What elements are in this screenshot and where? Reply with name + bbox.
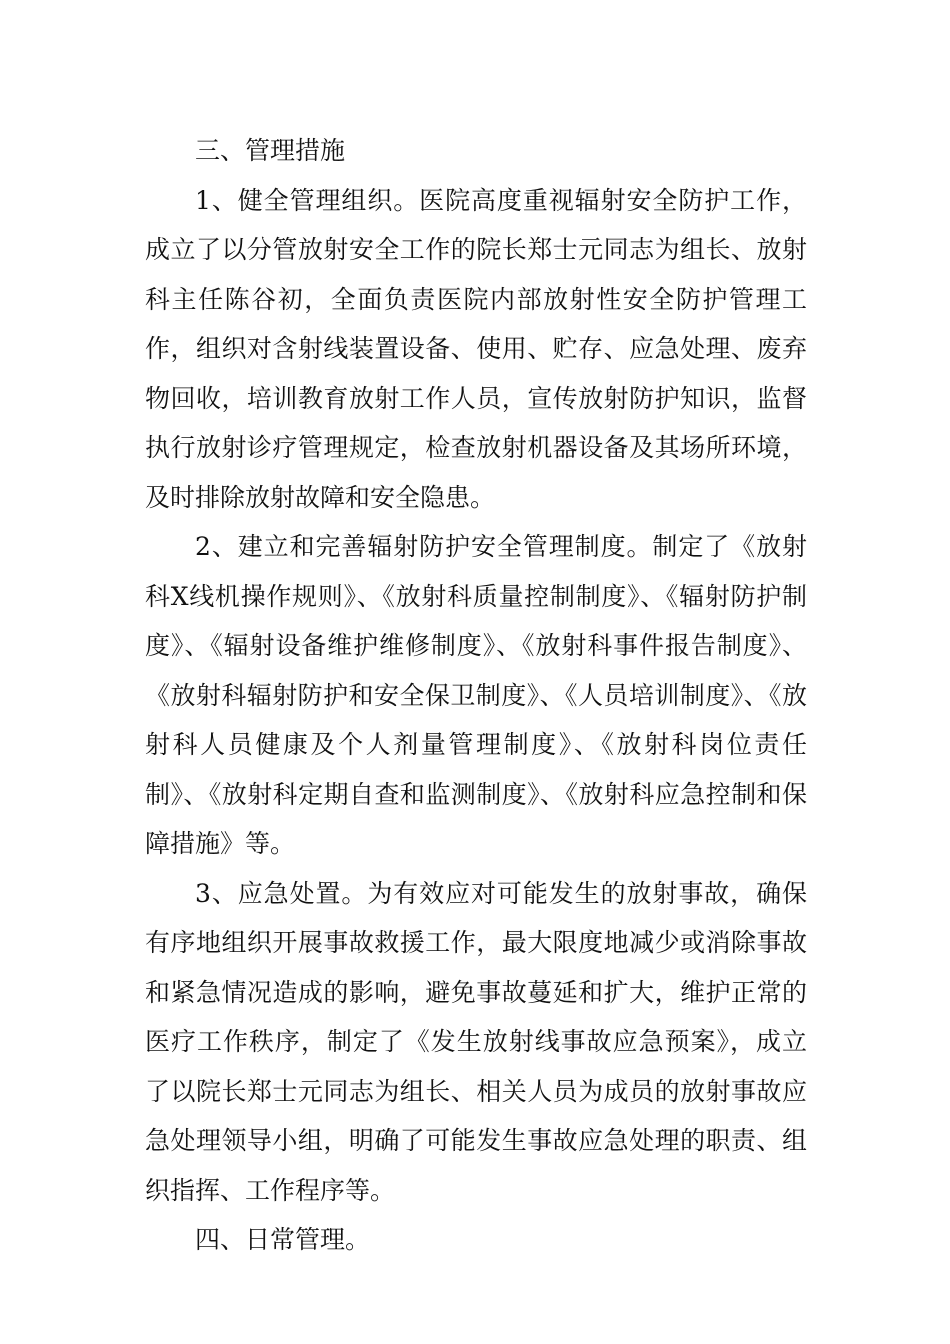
paragraph-organization: 1、健全管理组织。医院高度重视辐射安全防护工作，成立了以分管放射安全工作的院长郑士元同志为组长、放射科主任陈谷初，全面负责医院内部放射性安全防护管理工作，组织对含射线装置设备、使用、贮存、应急处理、废弃物回收，培训教育放射工作人员，宣传放射防护知识，监督执行放射诊疗管理规定，检查放射机器设备及其场所环境，及时排除放射故障和安全隐患。 bbox=[145, 185, 807, 512]
section-heading-daily-management: 四、日常管理。 bbox=[195, 1225, 371, 1254]
paragraph-regulations: 2、建立和完善辐射防护安全管理制度。制定了《放射科X线机操作规则》、《放射科质量控制制度》、《辐射防护制度》、《辐射设备维护维修制度》、《放射科事件报告制度》、《放射科辐射防护和安全保卫制度》、《人员培训制度》、《放射科人员健康及个人剂量管理制度》、《放射科岗位责任制》、《放射科定期自查和监测制度》、《放射科应急控制和保障措施》等。 bbox=[145, 532, 807, 858]
document-body bbox=[145, 126, 807, 1265]
paragraph-emergency-response: 3、应急处置。为有效应对可能发生的放射事故，确保有序地组织开展事故救援工作，最大限度地减少或消除事故和紧急情况造成的影响，避免事故蔓延和扩大，维护正常的医疗工作秩序，制定了《发生放射线事故应急预案》，成立了以院长郑士元同志为组长、相关人员为成员的放射事故应急处理领导小组，明确了可能发生事故应急处理的职责、组织指挥、工作程序等。 bbox=[145, 878, 807, 1205]
section-heading-management-measures: 三、管理措施 bbox=[195, 136, 346, 165]
